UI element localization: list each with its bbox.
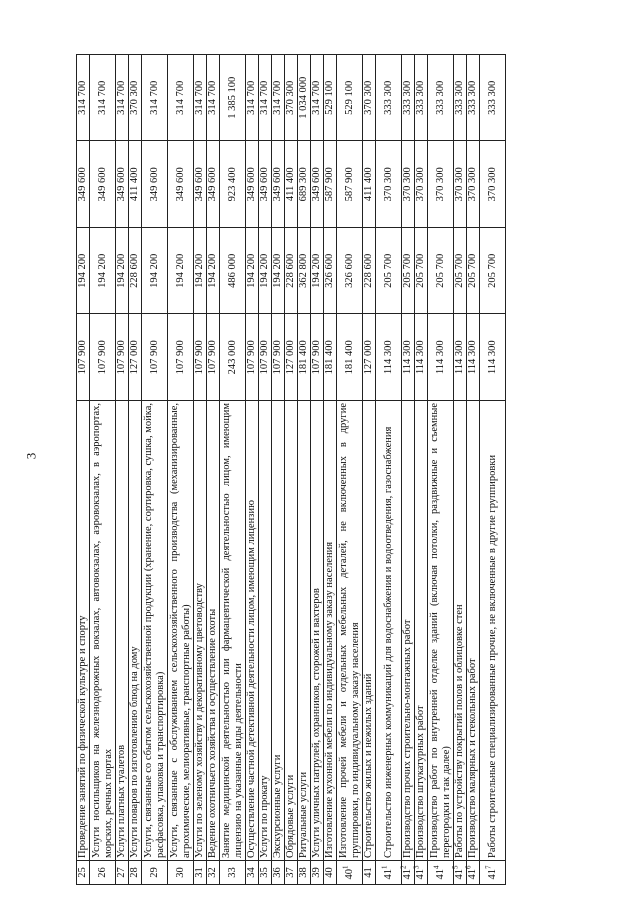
amount-cell-3: 370 300 (376, 141, 402, 228)
amount-cell-4: 314 700 (90, 55, 116, 142)
amount-cell-3: 349 600 (311, 141, 324, 228)
page-number: 3 (23, 452, 39, 460)
activity-name: Ритуальные услуги (298, 401, 311, 861)
table-row (77, 55, 90, 885)
activity-name: Изготовление кухонной мебели по индивидуальному заказу населения (324, 401, 337, 861)
row-number: 29 (148, 867, 160, 878)
activity-name: Услуги, связанные с обслуживанием сельскохозяйственного производства (механизированные, агрохимические, мелиоративные, транспортные работы) (168, 401, 194, 861)
row-number: 28 (129, 867, 141, 878)
amount-cell-2: 205 700 (402, 228, 415, 315)
amount-cell-2: 205 700 (376, 228, 402, 315)
amount-cell-1: 114 300 (454, 314, 467, 401)
activity-name: Услуги по прокату (259, 401, 272, 861)
row-number-cell (480, 861, 506, 885)
amount-cell-4: 333 300 (454, 55, 467, 142)
amount-cell-1: 127 000 (363, 314, 376, 401)
activity-name: Строительство жилых и нежилых зданий (363, 401, 376, 861)
row-number: 41 (467, 869, 479, 880)
row-number-cell (464, 861, 480, 885)
amount-cell-4: 333 300 (428, 55, 454, 142)
row-number-cell (272, 861, 285, 885)
table-row (207, 55, 220, 885)
amount-cell-2: 205 700 (428, 228, 454, 315)
amount-cell-3: 349 600 (246, 141, 259, 228)
row-number-cell (363, 861, 376, 885)
row-number-cell (246, 861, 259, 885)
activity-name: Ведение охотничьего хозяйства и осуществление охоты (207, 401, 220, 861)
activity-name: Производство работ по внутренней отделке зданий (включая потолки, раздвижные и съемные перегородки и так далее) (428, 401, 454, 861)
amount-cell-3: 349 600 (272, 141, 285, 228)
activity-name: Услуги по зеленому хозяйству и декоративному цветоводству (194, 401, 207, 861)
table-row (337, 55, 363, 885)
amount-cell-1: 114 300 (480, 314, 506, 401)
amount-cell-2: 228 600 (363, 228, 376, 315)
table-row (376, 55, 402, 885)
activity-name: Обрядовые услуги (285, 401, 298, 861)
amount-cell-2: 194 200 (90, 228, 116, 315)
amount-cell-2: 205 700 (415, 228, 428, 315)
row-number: 38 (298, 867, 310, 878)
amount-cell-3: 587 900 (324, 141, 337, 228)
amount-cell-3: 411 400 (285, 141, 298, 228)
row-number: 33 (226, 867, 238, 878)
amount-cell-3: 349 600 (194, 141, 207, 228)
row-number: 35 (259, 867, 271, 878)
amount-cell-1: 107 900 (116, 314, 129, 401)
amount-cell-2: 194 200 (194, 228, 207, 315)
table-row (129, 55, 142, 885)
row-number-cell (142, 861, 168, 885)
amount-cell-3: 923 400 (220, 141, 246, 228)
table-row (285, 55, 298, 885)
amount-cell-2: 362 800 (298, 228, 311, 315)
amount-cell-3: 411 400 (363, 141, 376, 228)
table-row (142, 55, 168, 885)
row-number-cell (90, 861, 116, 885)
table-row (363, 55, 376, 885)
row-number: 30 (174, 867, 186, 878)
amount-cell-3: 370 300 (402, 141, 415, 228)
amount-cell-3: 587 900 (337, 141, 363, 228)
row-number: 41 (454, 869, 466, 880)
amount-cell-3: 370 300 (467, 141, 480, 228)
amount-cell-1: 181 400 (324, 314, 337, 401)
amount-cell-1: 114 300 (467, 314, 480, 401)
activity-name: Производство малярных и стекольных работ (467, 401, 480, 861)
amount-cell-4: 314 700 (168, 55, 194, 142)
row-number-cell (207, 861, 220, 885)
row-number: 41 (363, 867, 375, 878)
row-number: 25 (77, 867, 89, 878)
amount-cell-1: 114 300 (428, 314, 454, 401)
amount-cell-1: 107 900 (77, 314, 90, 401)
table-row (168, 55, 194, 885)
amount-cell-3: 349 600 (116, 141, 129, 228)
activity-name: Экскурсионные услуги (272, 401, 285, 861)
amount-cell-4: 314 700 (246, 55, 259, 142)
amount-cell-2: 228 600 (129, 228, 142, 315)
amount-cell-2: 326 600 (337, 228, 363, 315)
amount-cell-3: 370 300 (454, 141, 467, 228)
activity-name: Услуги, связанные со сбытом сельскохозяйственной продукции (хранение, сортировка, сушка, мойка, расфасовка, упаковка и транспортировка) (142, 401, 168, 861)
row-number: 27 (116, 867, 128, 878)
table-row (454, 55, 467, 885)
amount-cell-4: 333 300 (480, 55, 506, 142)
row-number-superscript: 5 (451, 865, 460, 869)
table-row (220, 55, 246, 885)
amount-cell-1: 107 900 (246, 314, 259, 401)
row-number-cell (259, 861, 272, 885)
row-number: 26 (96, 867, 108, 878)
activity-name: Услуги уличных патрулей, охранников, сторожей и вахтеров (311, 401, 324, 861)
activity-name: Услуги носильщиков на железнодорожных вокзалах, автовокзалах, аэровокзалах, в аэропортах, морских, речных портах (90, 401, 116, 861)
amount-cell-3: 370 300 (428, 141, 454, 228)
table-row (259, 55, 272, 885)
amount-cell-4: 314 700 (207, 55, 220, 142)
amount-cell-3: 349 600 (259, 141, 272, 228)
amount-cell-2: 194 200 (259, 228, 272, 315)
row-number-cell (311, 861, 324, 885)
amount-cell-3: 370 300 (480, 141, 506, 228)
amount-cell-1: 107 900 (259, 314, 272, 401)
amount-cell-2: 194 200 (311, 228, 324, 315)
rates-table (76, 54, 506, 885)
amount-cell-4: 370 300 (285, 55, 298, 142)
amount-cell-1: 127 000 (285, 314, 298, 401)
amount-cell-4: 1 034 000 (298, 55, 311, 142)
amount-cell-2: 486 000 (220, 228, 246, 315)
table-body (77, 55, 506, 885)
amount-cell-2: 194 200 (77, 228, 90, 315)
amount-cell-2: 194 200 (207, 228, 220, 315)
amount-cell-1: 107 900 (142, 314, 168, 401)
amount-cell-4: 333 300 (467, 55, 480, 142)
activity-name: Осуществление частной детективной деятельности лицом, имеющим лицензию (246, 401, 259, 861)
amount-cell-4: 314 700 (272, 55, 285, 142)
amount-cell-4: 333 300 (415, 55, 428, 142)
row-number: 41 (434, 869, 446, 880)
amount-cell-2: 194 200 (116, 228, 129, 315)
table-row (116, 55, 129, 885)
row-number: 41 (486, 869, 498, 880)
row-number: 41 (415, 869, 427, 880)
row-number-superscript: 1 (341, 865, 350, 869)
amount-cell-2: 194 200 (168, 228, 194, 315)
row-number-cell (337, 861, 363, 885)
amount-cell-4: 333 300 (376, 55, 402, 142)
amount-cell-1: 114 300 (376, 314, 402, 401)
amount-cell-1: 107 900 (194, 314, 207, 401)
row-number-superscript: 1 (380, 865, 389, 869)
amount-cell-4: 314 700 (77, 55, 90, 142)
amount-cell-1: 127 000 (129, 314, 142, 401)
table-row (272, 55, 285, 885)
amount-cell-4: 370 300 (363, 55, 376, 142)
amount-cell-1: 107 900 (168, 314, 194, 401)
row-number: 40 (343, 869, 355, 880)
row-number-superscript: 2 (399, 865, 408, 869)
amount-cell-1: 107 900 (272, 314, 285, 401)
amount-cell-1: 114 300 (402, 314, 415, 401)
row-number: 41 (402, 869, 414, 880)
activity-name: Производство штукатурных работ (415, 401, 428, 861)
row-number-cell (194, 861, 207, 885)
amount-cell-4: 333 300 (402, 55, 415, 142)
table-row (467, 55, 480, 885)
activity-name: Работы по устройству покрытий полов и облицовке стен (454, 401, 467, 861)
table-row (246, 55, 259, 885)
table-row (415, 55, 428, 885)
activity-name: Проведение занятий по физической культуре и спорту (77, 401, 90, 861)
table-row (324, 55, 337, 885)
amount-cell-2: 205 700 (454, 228, 467, 315)
row-number-cell (220, 861, 246, 885)
row-number: 39 (311, 867, 323, 878)
row-number: 32 (207, 867, 219, 878)
amount-cell-3: 370 300 (415, 141, 428, 228)
amount-cell-4: 529 100 (324, 55, 337, 142)
activity-name: Занятие медицинской деятельностью или фармацевтической деятельностью лицом, имеющим лицензию на указанные виды деятельности (220, 401, 246, 861)
amount-cell-1: 114 300 (415, 314, 428, 401)
row-number: 41 (382, 869, 394, 880)
amount-cell-2: 194 200 (142, 228, 168, 315)
amount-cell-4: 370 300 (129, 55, 142, 142)
amount-cell-1: 107 900 (311, 314, 324, 401)
row-number-cell (168, 861, 194, 885)
row-number-cell (129, 861, 142, 885)
amount-cell-1: 107 900 (207, 314, 220, 401)
row-number-cell (77, 861, 90, 885)
activity-name: Услуги поваров по изготовлению блюд на дому (129, 401, 142, 861)
amount-cell-1: 243 000 (220, 314, 246, 401)
amount-cell-4: 314 700 (259, 55, 272, 142)
row-number-cell (376, 861, 402, 885)
amount-cell-1: 107 900 (90, 314, 116, 401)
table-row (298, 55, 311, 885)
amount-cell-3: 349 600 (77, 141, 90, 228)
amount-cell-3: 411 400 (129, 141, 142, 228)
amount-cell-4: 1 385 100 (220, 55, 246, 142)
amount-cell-4: 314 700 (311, 55, 324, 142)
amount-cell-1: 181 400 (298, 314, 311, 401)
row-number-cell (428, 861, 454, 885)
table-row (194, 55, 207, 885)
row-number-cell (324, 861, 337, 885)
row-number-cell (116, 861, 129, 885)
row-number-cell (285, 861, 298, 885)
amount-cell-2: 326 600 (324, 228, 337, 315)
amount-cell-3: 689 300 (298, 141, 311, 228)
row-number-superscript: 3 (412, 865, 421, 869)
table-row (311, 55, 324, 885)
amount-cell-2: 194 200 (246, 228, 259, 315)
row-number: 36 (272, 867, 284, 878)
amount-cell-4: 529 100 (337, 55, 363, 142)
amount-cell-3: 349 600 (142, 141, 168, 228)
row-number: 31 (194, 867, 206, 878)
table-row (402, 55, 415, 885)
amount-cell-4: 314 700 (194, 55, 207, 142)
table-row (428, 55, 454, 885)
activity-name: Изготовление прочей мебели и отдельных мебельных деталей, не включенных в другие группировки, по индивидуальному заказу населения (337, 401, 363, 861)
amount-cell-3: 349 600 (207, 141, 220, 228)
row-number: 34 (246, 867, 258, 878)
row-number-cell (298, 861, 311, 885)
amount-cell-1: 181 400 (337, 314, 363, 401)
table-row (480, 55, 506, 885)
row-number-superscript: 6 (464, 865, 473, 869)
amount-cell-3: 349 600 (168, 141, 194, 228)
row-number: 40 (324, 867, 336, 878)
amount-cell-2: 205 700 (480, 228, 506, 315)
activity-name: Производство прочих строительно-монтажных работ (402, 401, 415, 861)
rotated-page-content (76, 55, 606, 885)
table-row (90, 55, 116, 885)
amount-cell-4: 314 700 (116, 55, 129, 142)
activity-name: Работы строительные специализированные прочие, не включенные в другие группировки (480, 401, 506, 861)
amount-cell-4: 314 700 (142, 55, 168, 142)
amount-cell-2: 194 200 (272, 228, 285, 315)
activity-name: Услуги платных туалетов (116, 401, 129, 861)
row-number-superscript: 7 (484, 865, 493, 869)
row-number-superscript: 4 (432, 865, 441, 869)
amount-cell-2: 205 700 (467, 228, 480, 315)
row-number: 37 (285, 867, 297, 878)
amount-cell-3: 349 600 (90, 141, 116, 228)
amount-cell-2: 228 600 (285, 228, 298, 315)
activity-name: Строительство инженерных коммуникаций для водоснабжения и водоотведения, газоснабжения (376, 401, 402, 861)
row-number-cell (412, 861, 428, 885)
